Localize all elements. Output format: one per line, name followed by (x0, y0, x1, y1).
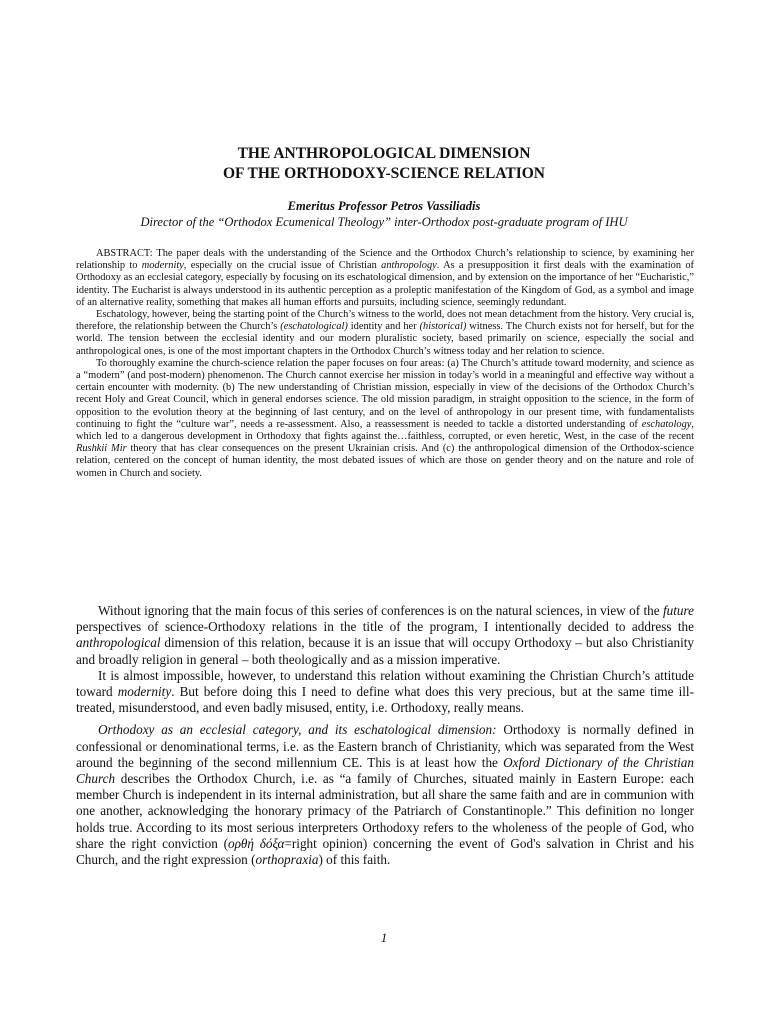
author-name: Emeritus Professor Petros Vassiliadis (287, 199, 481, 213)
body-paragraph-2: It is almost impossible, however, to understand this relation without examining the Christian Church’s attitude toward modernity. But before doing this I need to define what does this very precious, but at the same time ill-treated, misunderstood, and even badly misused, entity, i.e. Orthodoxy, really means. (76, 667, 694, 716)
paper-title-line-1: THE ANTHROPOLOGICAL DIMENSION (237, 145, 531, 162)
abstract (76, 248, 694, 480)
body-text (76, 603, 694, 868)
page-number: 1 (380, 930, 388, 945)
section-heading-inline: Orthodoxy as an ecclesial category, and its eschatological dimension: (98, 722, 497, 738)
author-affiliation: Director of the “Orthodox Ecumenical Theology” inter-Orthodox post-graduate program of IHU (140, 215, 628, 229)
body-paragraph-3: Orthodoxy as an ecclesial category, and its eschatological dimension: Orthodoxy is normally defined in confessional or denominational terms, i.e. as the Eastern branch of Christianity, which was separated from the West around the beginning of the second millennium CE. This is at least how the Oxford Dictionary of the Christian Church describes the Orthodox Church, i.e. as “a family of Churches, situated mainly in Eastern Europe: each member Church is independent in its internal administration, but all share the same faith and are in communion with one another, acknowledging the honorary primacy of the Patriarch of Constantinople.” This definition no longer holds true. According to its most serious interpreters Orthodoxy refers to the wholeness of the people of God, who share the right conviction (ορθή δόξα=right opinion) concerning the event of God's salvation in Christ and his Church, and the right expression (orthopraxia) of this faith. (76, 722, 695, 868)
abstract-paragraph-2: Eschatology, however, being the starting point of the Church’s witness to the world, does not mean detachment from the history. Very crucial is, therefore, the relationship between the Church’s (eschatological) identity and her (historical) witness. The Church exists not for herself, but for the world. The tension between the ecclesial identity and our modern pluralistic society, based primarily on science, especially the social and anthropological ones, is one of the most important chapters in the Orthodox Church’s witness today and her relation to science. (76, 309, 694, 357)
paper-title-line-2: OF THE ORTHODOXY-SCIENCE RELATION (222, 165, 545, 182)
abstract-paragraph-1: ABSTRACT: The paper deals with the understanding of the Science and the Orthodox Church’s relationship to science, by examining her relationship to modernity, especially on the crucial issue of Christian anthropology. As a presupposition it first deals with the examination of Orthodoxy as an ecclesial category, especially by focusing on its eschatological dimension, and by extension on the importance of her “Eucharistic,” identity. The Eucharist is always understood in its authentic perception as a proleptic manifestation of the Kingdom of God, as a symbol and image of an alternative reality, something that makes all human efforts and pursuits, including science, seemingly redundant. (76, 248, 695, 308)
abstract-paragraph-3: To thoroughly examine the church-science relation the paper focuses on four areas: (a) The Church’s attitude toward modernity, and science as a “modern” (and post-modern) phenomenon. The Church cannot exercise her mission in today’s world in a meaningful and effective way without a certain encounter with modernity. (b) The new understanding of Christian mission, especially in view of the decisions of the Orthodox Church’s recent Holy and Great Council, which in general endorses science. The old mission paradigm, in straight opposition to the science, in the form of opposition to the evolution theory at the beginning of last century, and on the level of anthropology in our present time, with fundamentalists continuing to fight the “culture war”, needs a re-assessment. Also, a reassessment is needed to tackle a distorted understanding of eschatology, which led to a dangerous development in Orthodoxy that fights against the…faithless, corrupted, or even heretic, West, in the case of the recent Rushkii Mir theory that has clear consequences on the present Ukrainian crisis. And (c) the anthropological dimension of the Orthodox-science relation, centered on the concept of human identity, the most debated issues of which are those on gender theory and on the nature and role of women in Church and society. (76, 357, 694, 479)
body-paragraph-1: Without ignoring that the main focus of this series of conferences is on the natural sciences, in view of the future perspectives of science-Orthodoxy relations in the title of the program, I intentionally decided to address the anthropological dimension of this relation, because it is an issue that will occupy Orthodoxy – but also Christianity and broadly religion in general – both theologically and as a mission imperative. (76, 603, 694, 667)
